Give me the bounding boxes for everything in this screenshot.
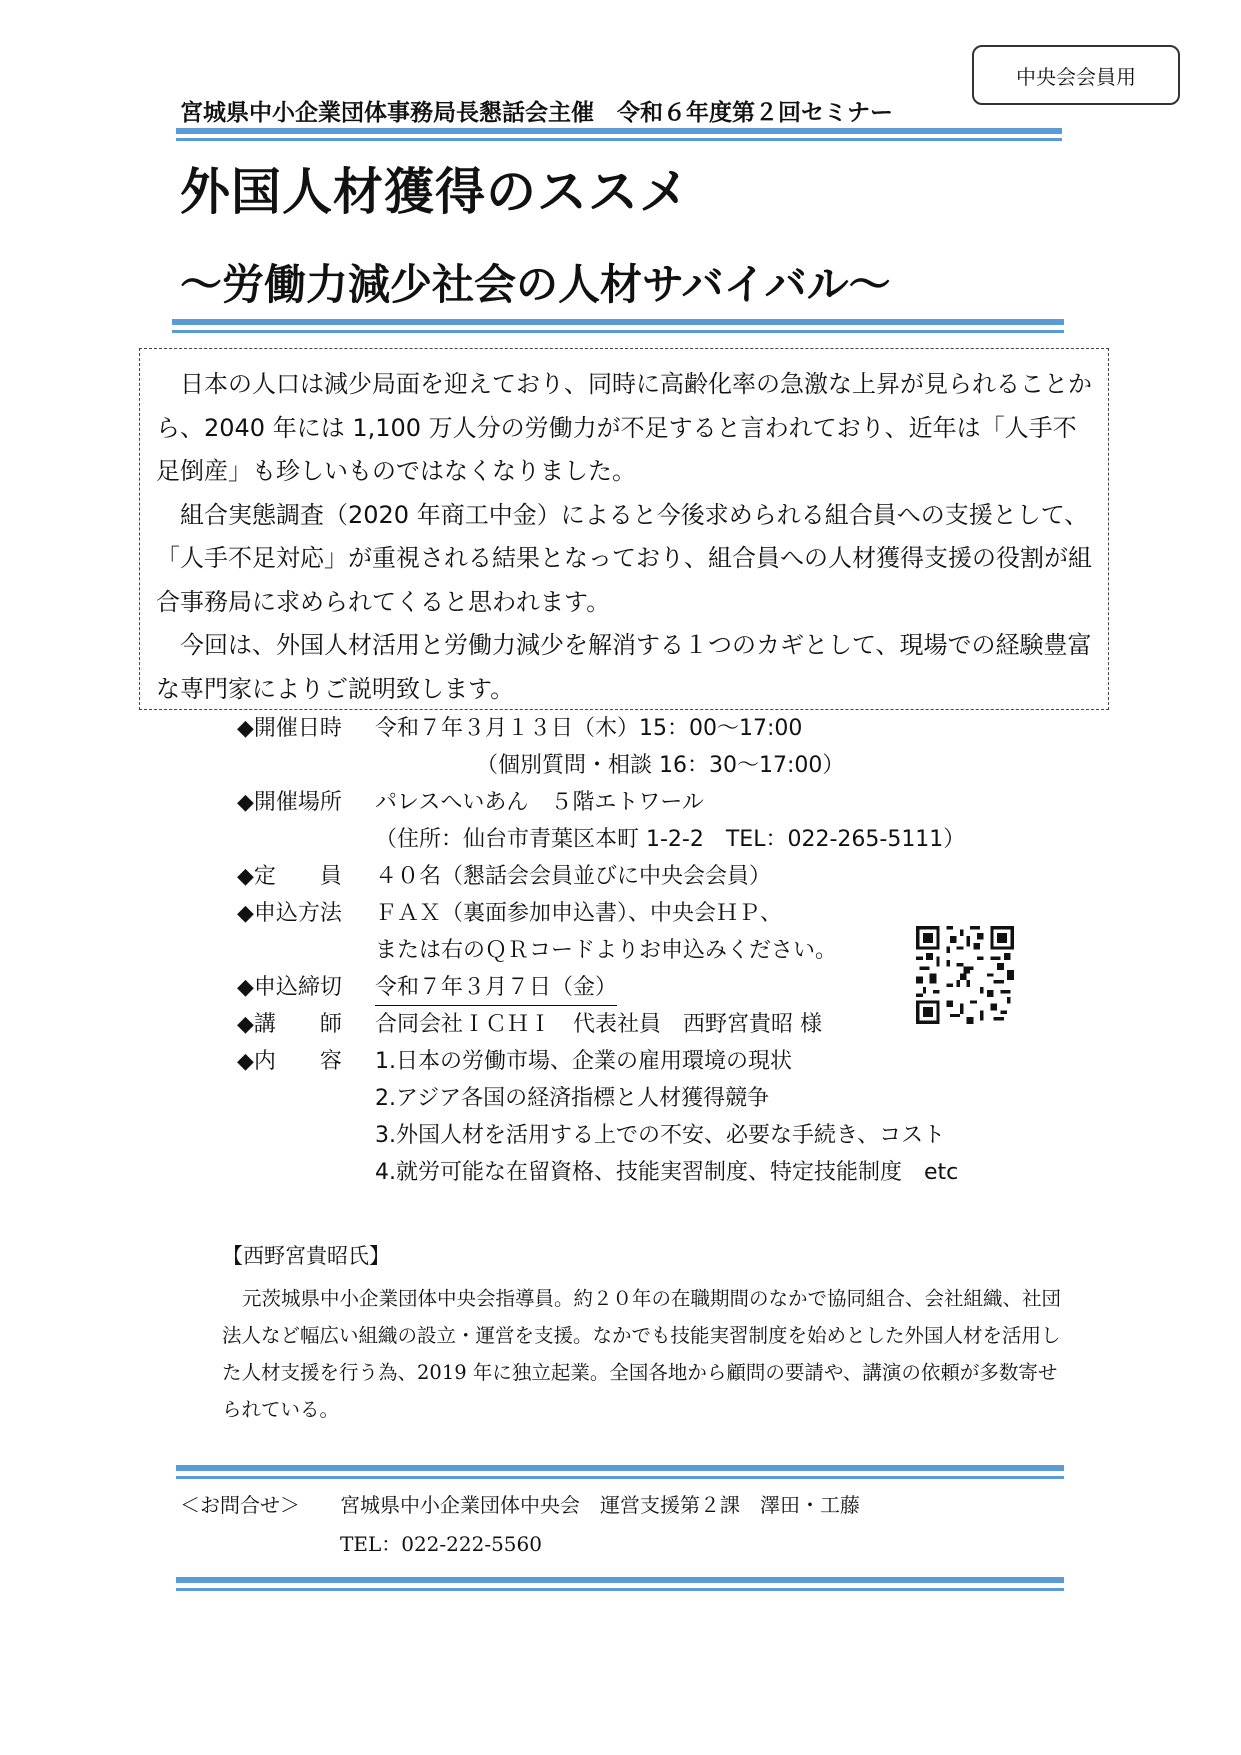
content-item: 1.日本の労働市場、企業の雇用環境の現状 <box>375 1049 792 1074</box>
detail-date <box>237 713 803 745</box>
detail-deadline <box>237 972 618 1004</box>
apply-value: ＦＡＸ（裏面参加申込書）、中央会ＨＰ、 <box>375 901 783 926</box>
contact-line <box>180 1489 860 1518</box>
divider <box>176 1577 1064 1583</box>
contact-tel: TEL：022-222-5560 <box>340 1532 542 1556</box>
organizer-line: 宮城県中小企業団体事務局長懇話会主催 令和６年度第２回セミナー <box>180 100 893 126</box>
deadline-value: 令和７年３月７日（金） <box>375 972 617 1006</box>
page-title: 外国人材獲得のススメ <box>180 163 690 221</box>
date-sub: （個別質問・相談 16：30～17:00） <box>476 753 845 778</box>
intro-paragraph: 今回は、外国人材活用と労働力減少を解消する１つのカギとして、現場での経験豊富な専門家によりご説明致します。 <box>156 631 1092 703</box>
contact-org: 宮城県中小企業団体中央会 運営支援第２課 澤田・工藤 <box>340 1493 860 1517</box>
deadline-label: ◆申込締切 <box>237 975 342 1000</box>
intro-paragraph: 日本の人口は減少局面を迎えており、同時に高齢化率の急激な上昇が見られることから、2040 年には 1,100 万人分の労働力が不足すると言われており、近年は「人手不足倒産」も珍しいものではなくなりました。 <box>156 370 1092 485</box>
detail-lecturer <box>237 1009 822 1041</box>
lecturer-label: ◆講 師 <box>237 1012 342 1037</box>
content-label: ◆内 容 <box>237 1049 342 1074</box>
lecturer-value: 合同会社ＩＣＨＩ 代表社員 西野宮貴昭 様 <box>375 1012 822 1037</box>
contact-label: ＜お問合せ＞ <box>180 1493 300 1517</box>
qr-code-icon[interactable] <box>916 926 1014 1024</box>
divider <box>176 1588 1064 1591</box>
divider <box>172 330 1064 333</box>
detail-venue <box>237 787 704 819</box>
content-item: 3.外国人材を活用する上での不安、必要な手続き、コスト <box>375 1123 946 1148</box>
venue-label: ◆開催場所 <box>237 790 342 815</box>
divider <box>176 1465 1064 1471</box>
member-badge: 中央会会員用 <box>972 45 1180 105</box>
date-label: ◆開催日時 <box>237 716 342 741</box>
detail-content <box>237 1046 792 1078</box>
venue-sub: （住所：仙台市青葉区本町 1-2-2 TEL：022-265-5111） <box>375 827 966 852</box>
content-item: 2.アジア各国の経済指標と人材獲得競争 <box>375 1086 770 1111</box>
detail-apply <box>237 898 783 930</box>
intro-box <box>139 348 1109 710</box>
divider <box>176 1476 1064 1479</box>
apply-label: ◆申込方法 <box>237 901 342 926</box>
detail-capacity <box>237 861 772 893</box>
divider <box>176 138 1062 141</box>
bio-heading: 【西野宮貴昭氏】 <box>222 1244 390 1268</box>
capacity-label: ◆定 員 <box>237 864 342 889</box>
bio-text: 元茨城県中小企業団体中央会指導員。約２０年の在職期間のなかで協同組合、会社組織、社団法人など幅広い組織の設立・運営を支援。なかでも技能実習制度を始めとした外国人材を活用した人材支援を行う為、2019 年に独立起業。全国各地から顧問の要請や、講演の依頼が多数寄せられている。 <box>222 1287 1062 1421</box>
capacity-value: ４０名（懇話会会員並びに中央会会員） <box>375 864 772 889</box>
content-item: 4.就労可能な在留資格、技能実習制度、特定技能制度 etc <box>375 1160 959 1185</box>
apply-sub: または右のＱＲコードよりお申込みください。 <box>375 938 838 963</box>
intro-paragraph: 組合実態調査（2020 年商工中金）によると今後求められる組合員への支援として、「人手不足対応」が重視される結果となっており、組合員への人材獲得支援の役割が組合事務局に求められてくると思われます。 <box>156 500 1092 616</box>
venue-value: パレスへいあん ５階エトワール <box>375 790 704 815</box>
divider <box>176 128 1062 134</box>
divider <box>172 319 1064 325</box>
page-subtitle: ～労働力減少社会の人材サバイバル～ <box>180 260 891 309</box>
date-value: 令和７年３月１３日（木）15：00～17:00 <box>375 716 803 741</box>
